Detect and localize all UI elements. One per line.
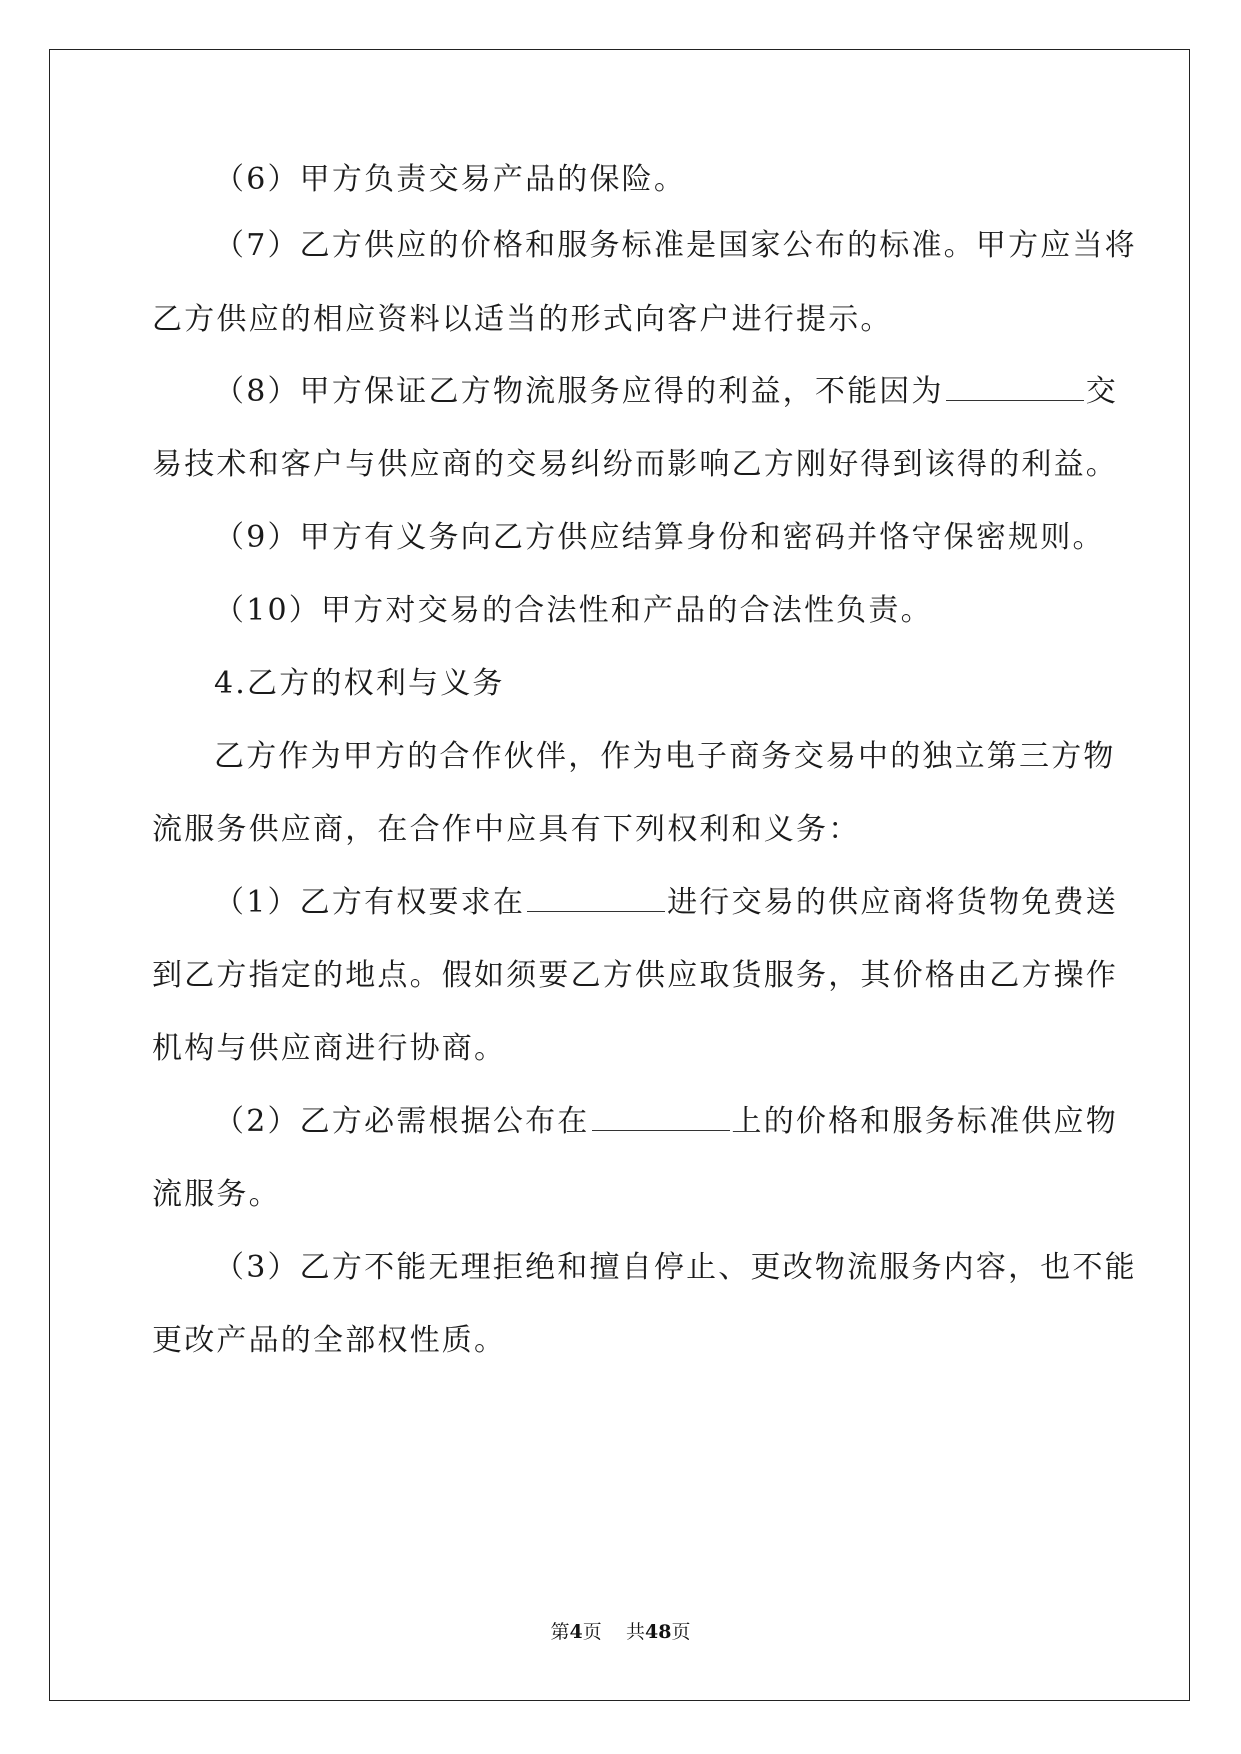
fill-in-blank xyxy=(592,1104,730,1131)
page-border xyxy=(49,49,1190,1701)
intro-line-1: 乙方作为甲方的合作伙伴，作为电子商务交易中的独立第三方物 xyxy=(214,739,1116,774)
clause-8-text-after-blank: 交 xyxy=(1085,374,1118,409)
clause-6: （6）甲方负责交易产品的保险。 xyxy=(214,162,687,197)
clause-7-line-1: （7）乙方供应的价格和服务标准是国家公布的标准。甲方应当将 xyxy=(214,228,1137,263)
obligation-1-text-after-blank: 进行交易的供应商将货物免费送 xyxy=(667,885,1118,920)
obligation-2-line-2: 流服务。 xyxy=(152,1177,281,1212)
section-heading-4: 4.乙方的权利与义务 xyxy=(214,666,505,701)
obligation-2-text-before-blank: （2）乙方必需根据公布在 xyxy=(214,1104,590,1139)
obligation-3-line-1: （3）乙方不能无理拒绝和擅自停止、更改物流服务内容，也不能 xyxy=(214,1250,1137,1285)
footer-total-prefix: 共 xyxy=(625,1621,645,1643)
page-footer xyxy=(0,1620,1241,1644)
clause-9: （9）甲方有义务向乙方供应结算身份和密码并恪守保密规则。 xyxy=(214,520,1105,555)
clause-8-text-before-blank: （8）甲方保证乙方物流服务应得的利益，不能因为 xyxy=(214,374,944,409)
obligation-2-line-1 xyxy=(214,1102,1118,1142)
footer-page-unit: 页 xyxy=(582,1621,602,1643)
clause-8-line-2: 易技术和客户与供应商的交易纠纷而影响乙方刚好得到该得的利益。 xyxy=(152,447,1118,482)
obligation-3-line-2: 更改产品的全部权性质。 xyxy=(152,1323,507,1358)
obligation-1-line-1 xyxy=(214,883,1118,923)
obligation-1-text-before-blank: （1）乙方有权要求在 xyxy=(214,885,526,920)
intro-line-2: 流服务供应商，在合作中应具有下列权利和义务： xyxy=(152,812,861,847)
fill-in-blank xyxy=(527,885,665,912)
obligation-1-line-2: 到乙方指定的地点。假如须要乙方供应取货服务，其价格由乙方操作 xyxy=(152,958,1118,993)
footer-total-pages: 48 xyxy=(644,1621,672,1643)
footer-page-number: 4 xyxy=(569,1621,583,1643)
footer-prefix: 第 xyxy=(550,1621,570,1643)
footer-total-unit: 页 xyxy=(671,1621,691,1643)
clause-8-line-1 xyxy=(214,372,1118,412)
clause-10: （10）甲方对交易的合法性和产品的合法性负责。 xyxy=(214,593,933,628)
obligation-1-line-3: 机构与供应商进行协商。 xyxy=(152,1031,507,1066)
clause-7-line-2: 乙方供应的相应资料以适当的形式向客户进行提示。 xyxy=(152,302,893,337)
fill-in-blank xyxy=(946,374,1084,401)
obligation-2-text-after-blank: 上的价格和服务标准供应物 xyxy=(731,1104,1118,1139)
